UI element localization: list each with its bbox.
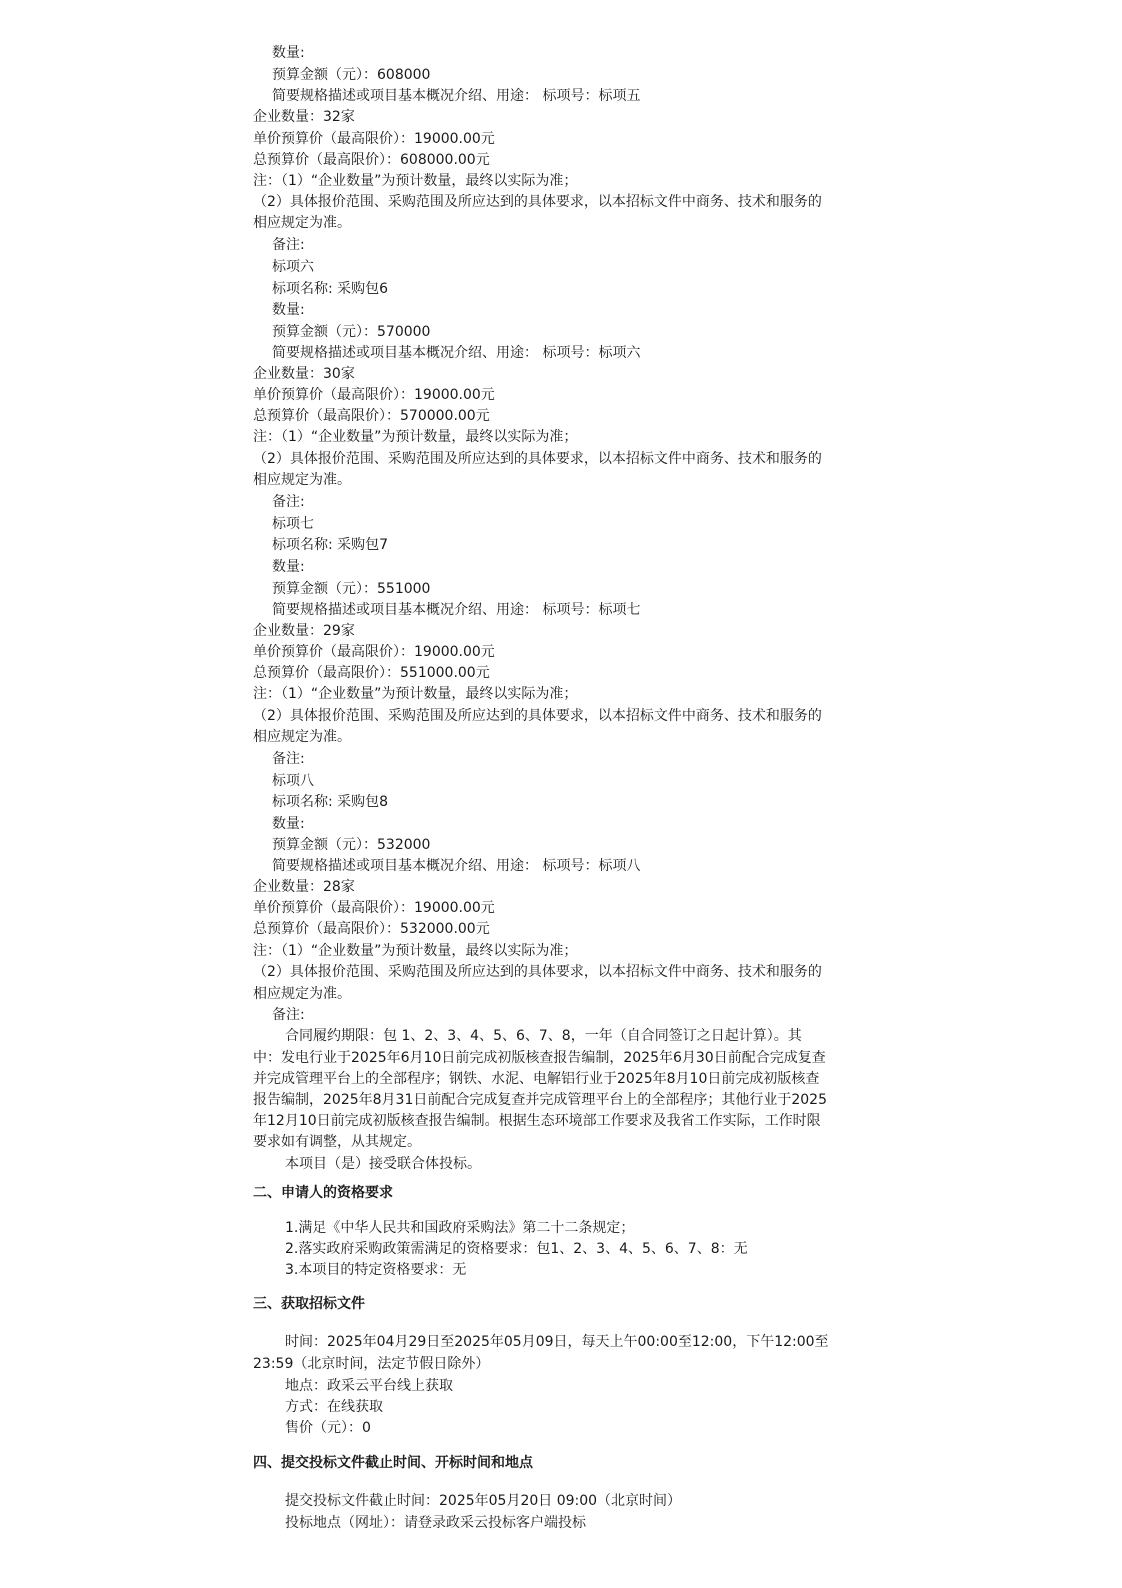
text-line: 并完成管理平台上的全部程序；钢铁、水泥、电解铝行业于2025年8月10日前完成初版核查 xyxy=(253,1071,820,1087)
text-line: 相应规定为准。 xyxy=(253,472,351,488)
text-line: 3.本项目的特定资格要求：无 xyxy=(285,1262,467,1278)
text-line: 预算金额（元）：608000 xyxy=(272,67,431,83)
text-line: 简要规格描述或项目基本概况介绍、用途： 标项号：标项六 xyxy=(272,345,641,361)
text-line: 企业数量：28家 xyxy=(253,879,355,895)
section-heading: 二、申请人的资格要求 xyxy=(253,1185,393,1201)
text-line: 单价预算价（最高限价）：19000.00元 xyxy=(253,644,495,660)
text-line: （2）具体报价范围、采购范围及所应达到的具体要求，以本招标文件中商务、技术和服务的 xyxy=(253,964,822,980)
text-line: 预算金额（元）：532000 xyxy=(272,837,431,853)
text-line: （2）具体报价范围、采购范围及所应达到的具体要求，以本招标文件中商务、技术和服务的 xyxy=(253,194,822,210)
text-line: 简要规格描述或项目基本概况介绍、用途： 标项号：标项七 xyxy=(272,602,641,618)
text-line: 年12月10日前完成初版核查报告编制。根据生态环境部工作要求及我省工作实际，工作时限 xyxy=(253,1113,821,1129)
text-line: 注：（1）“企业数量”为预计数量，最终以实际为准； xyxy=(253,429,578,445)
text-line: （2）具体报价范围、采购范围及所应达到的具体要求，以本招标文件中商务、技术和服务的 xyxy=(253,708,822,724)
text-line: 标项名称: 采购包7 xyxy=(272,537,389,553)
text-line: 本项目（是）接受联合体投标。 xyxy=(285,1156,481,1172)
text-line: 要求如有调整，从其规定。 xyxy=(253,1134,421,1150)
text-line: 报告编制，2025年8月31日前配合完成复查并完成管理平台上的全部程序；其他行业于2025 xyxy=(253,1092,827,1108)
text-line: 数量: xyxy=(272,559,305,575)
text-line: 企业数量：30家 xyxy=(253,366,355,382)
text-line: 总预算价（最高限价）：532000.00元 xyxy=(253,921,490,937)
text-line: 企业数量：32家 xyxy=(253,109,355,125)
text-line: 总预算价（最高限价）：608000.00元 xyxy=(253,152,490,168)
section-heading: 四、提交投标文件截止时间、开标时间和地点 xyxy=(253,1455,533,1471)
text-line: 备注: xyxy=(272,494,305,510)
text-line: 售价（元）：0 xyxy=(285,1420,371,1436)
text-line: 相应规定为准。 xyxy=(253,986,351,1002)
text-line: 注：（1）“企业数量”为预计数量，最终以实际为准； xyxy=(253,686,578,702)
text-line: 数量: xyxy=(272,816,305,832)
text-line: 2.落实政府采购政策需满足的资格要求：包1、2、3、4、5、6、7、8：无 xyxy=(285,1241,748,1257)
text-line: 1.满足《中华人民共和国政府采购法》第二十二条规定； xyxy=(285,1220,635,1236)
text-line: 中：发电行业于2025年6月10日前完成初版核查报告编制，2025年6月30日前配合完成复查 xyxy=(253,1050,826,1066)
text-line: 合同履约期限：包 1、2、3、4、5、6、7、8，一年（自合同签订之日起计算）。其 xyxy=(285,1028,802,1044)
text-line: 数量: xyxy=(272,45,305,61)
text-line: 标项名称: 采购包8 xyxy=(272,794,389,810)
section-heading: 三、获取招标文件 xyxy=(253,1296,365,1312)
text-line: 注：（1）“企业数量”为预计数量，最终以实际为准； xyxy=(253,173,578,189)
text-line: 标项名称: 采购包6 xyxy=(272,281,389,297)
text-line: 方式：在线获取 xyxy=(285,1399,383,1415)
text-line: 时间：2025年04月29日至2025年05月09日，每天上午00:00至12:00，下午12:00至 xyxy=(285,1334,829,1350)
text-line: 单价预算价（最高限价）：19000.00元 xyxy=(253,387,495,403)
text-line: 总预算价（最高限价）：570000.00元 xyxy=(253,408,490,424)
text-line: 相应规定为准。 xyxy=(253,215,351,231)
text-line: 地点：政采云平台线上获取 xyxy=(285,1378,453,1394)
text-line: 总预算价（最高限价）：551000.00元 xyxy=(253,665,490,681)
text-line: 备注: xyxy=(272,751,305,767)
text-line: 投标地点（网址）：请登录政采云投标客户端投标 xyxy=(285,1515,586,1531)
text-line: （2）具体报价范围、采购范围及所应达到的具体要求，以本招标文件中商务、技术和服务的 xyxy=(253,451,822,467)
text-line: 单价预算价（最高限价）：19000.00元 xyxy=(253,131,495,147)
text-line: 23:59（北京时间，法定节假日除外） xyxy=(253,1356,490,1372)
text-line: 标项七 xyxy=(272,516,314,532)
text-line: 标项六 xyxy=(272,259,314,275)
text-line: 简要规格描述或项目基本概况介绍、用途： 标项号：标项八 xyxy=(272,858,641,874)
text-line: 单价预算价（最高限价）：19000.00元 xyxy=(253,900,495,916)
text-line: 备注: xyxy=(272,1007,305,1023)
text-line: 标项八 xyxy=(272,773,314,789)
text-line: 预算金额（元）：551000 xyxy=(272,581,431,597)
text-line: 数量: xyxy=(272,302,305,318)
text-line: 简要规格描述或项目基本概况介绍、用途： 标项号：标项五 xyxy=(272,88,641,104)
text-line: 相应规定为准。 xyxy=(253,729,351,745)
text-line: 企业数量：29家 xyxy=(253,623,355,639)
text-line: 提交投标文件截止时间：2025年05月20日 09:00（北京时间） xyxy=(285,1493,682,1509)
text-line: 注：（1）“企业数量”为预计数量，最终以实际为准； xyxy=(253,943,578,959)
text-line: 预算金额（元）：570000 xyxy=(272,324,431,340)
text-line: 备注: xyxy=(272,237,305,253)
